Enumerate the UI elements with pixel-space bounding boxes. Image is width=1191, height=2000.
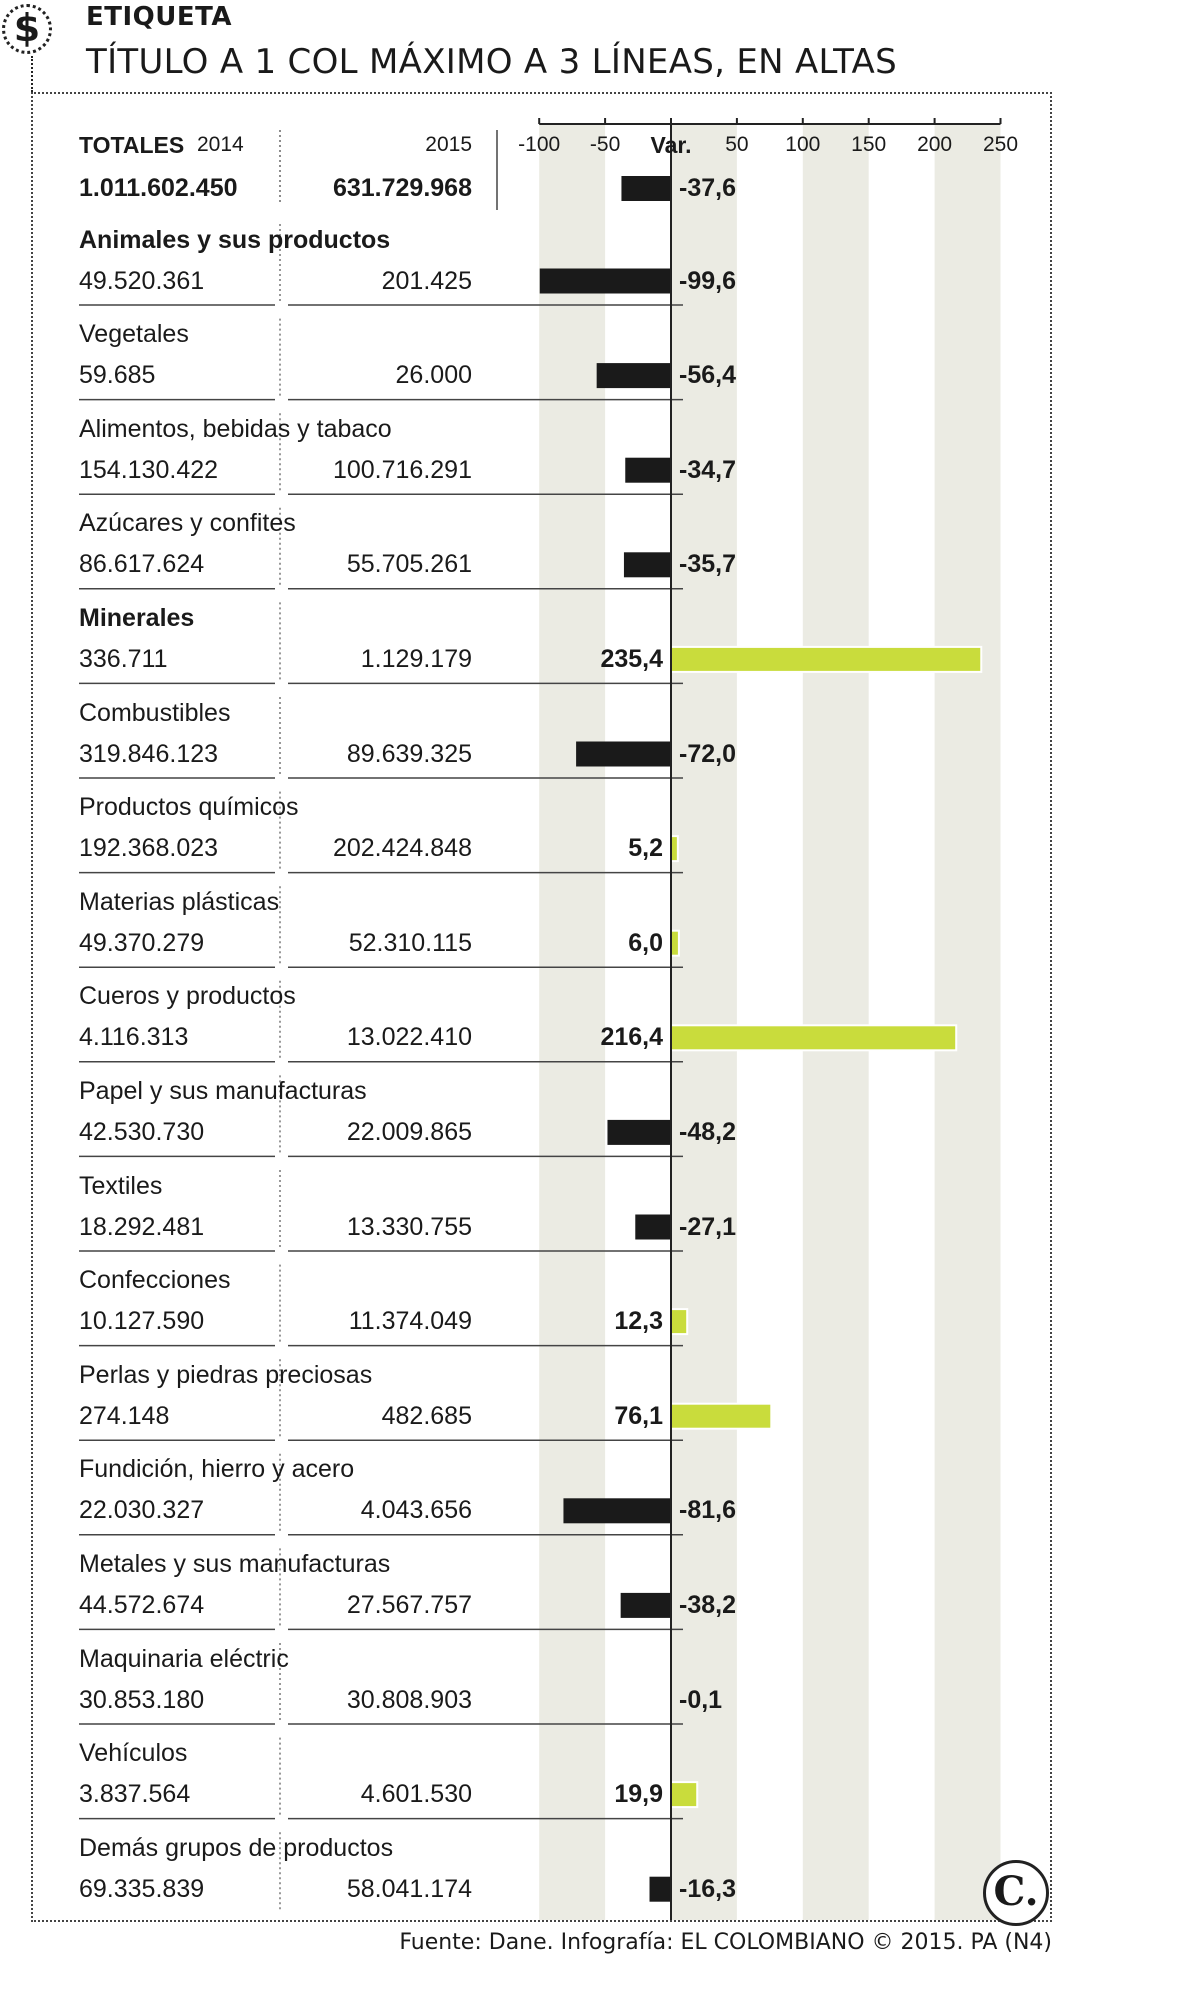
bar-totals	[621, 176, 671, 201]
value-2014: 4.116.313	[79, 1023, 189, 1052]
value-2014: 30.853.180	[79, 1685, 205, 1714]
bar-value-label: -56,4	[679, 361, 736, 390]
value-2014: 154.130.422	[79, 455, 219, 484]
bar-12	[671, 1404, 771, 1429]
value-2015: 26.000	[395, 361, 472, 390]
bar-value-label: -48,2	[679, 1117, 736, 1146]
dollar-sign-icon: $	[2, 4, 52, 54]
gridband-3	[935, 124, 1001, 1920]
bar-10	[635, 1215, 671, 1240]
axis-zero-label: Var.	[650, 131, 692, 158]
bar-value-label: 216,4	[600, 1023, 663, 1052]
value-2014: 319.846.123	[79, 739, 219, 768]
gridband-0	[539, 124, 605, 1920]
bar-value-label: -34,7	[679, 455, 736, 484]
bar-value-label: 6,0	[628, 928, 663, 957]
value-2014: 18.292.481	[79, 1212, 205, 1241]
axis-tick-label: 150	[851, 133, 887, 156]
value-2015: 55.705.261	[346, 550, 472, 579]
axis-tick-label: 50	[725, 133, 749, 156]
value-2015: 13.022.410	[346, 1023, 472, 1052]
value-2015: 482.685	[381, 1401, 472, 1430]
totals-2015-value: 631.729.968	[332, 173, 472, 202]
value-2015: 202.424.848	[332, 834, 472, 863]
gridband-1	[671, 124, 737, 1920]
value-2015: 4.043.656	[360, 1496, 472, 1525]
bar-9	[607, 1120, 671, 1145]
axis-tick-label: 250	[982, 133, 1019, 156]
bar-8	[671, 1025, 956, 1050]
category-label: Vegetales	[79, 320, 189, 349]
bar-value-label: 5,2	[628, 834, 663, 863]
el-colombiano-logo: C.	[983, 1860, 1049, 1926]
value-2014: 49.370.279	[79, 928, 205, 957]
category-label: Alimentos, bebidas y tabaco	[79, 414, 392, 443]
category-label: Minerales	[79, 603, 195, 632]
value-2014: 86.617.624	[79, 550, 205, 579]
value-2014: 69.335.839	[79, 1874, 205, 1903]
value-2015: 11.374.049	[348, 1307, 472, 1336]
category-label: Papel y sus manufacturas	[79, 1076, 367, 1105]
section-label: ETIQUETA	[86, 2, 232, 32]
value-2014: 10.127.590	[79, 1307, 205, 1336]
value-2014: 274.148	[79, 1401, 170, 1430]
bar-0	[540, 269, 671, 294]
totals-label: TOTALES	[79, 131, 185, 158]
value-2014: 59.685	[79, 361, 156, 390]
category-label: Demás grupos de productos	[79, 1833, 394, 1862]
value-2014: 192.368.023	[79, 834, 219, 863]
bar-6	[671, 836, 678, 861]
bar-value-label: -16,3	[679, 1874, 736, 1903]
bar-value-label: -0,1	[679, 1685, 723, 1714]
axis-tick-label: 200	[917, 133, 953, 156]
axis-tick-label: 100	[785, 133, 821, 156]
bar-value-label: 12,3	[614, 1307, 663, 1336]
bar-value-label: -81,6	[679, 1496, 736, 1525]
bar-17	[650, 1877, 671, 1902]
bar-11	[671, 1309, 687, 1334]
category-label: Vehículos	[79, 1739, 188, 1768]
col-2014-header: 2014	[197, 133, 244, 156]
category-label: Combustibles	[79, 698, 231, 727]
col-2015-header: 2015	[425, 133, 472, 156]
bar-value-label: -35,7	[679, 550, 736, 579]
category-label: Productos químicos	[79, 793, 299, 822]
bar-3	[624, 552, 671, 577]
value-2014: 22.030.327	[79, 1496, 205, 1525]
category-label: Metales y sus manufacturas	[79, 1549, 391, 1578]
category-label: Fundición, hierro y acero	[79, 1455, 355, 1484]
totals-2014-value: 1.011.602.450	[79, 173, 238, 202]
chart-title: TÍTULO A 1 COL MÁXIMO A 3 LÍNEAS, EN ALTAS	[86, 42, 897, 82]
bar-value-label: -72,0	[679, 739, 736, 768]
value-2014: 3.837.564	[79, 1780, 191, 1809]
bar-value-label: 235,4	[600, 644, 663, 673]
value-2015: 4.601.530	[360, 1780, 472, 1809]
value-2014: 44.572.674	[79, 1590, 205, 1619]
bar-2	[625, 458, 671, 483]
category-label: Perlas y piedras preciosas	[79, 1360, 373, 1389]
value-2015: 22.009.865	[346, 1117, 472, 1146]
category-label: Maquinaria eléctric	[79, 1644, 289, 1673]
value-2014: 49.520.361	[79, 266, 205, 295]
bar-1	[597, 363, 671, 388]
value-2015: 201.425	[381, 266, 472, 295]
bar-value-label: 76,1	[614, 1401, 663, 1430]
bar-4	[671, 647, 981, 672]
bar-5	[576, 742, 671, 767]
value-2015: 100.716.291	[332, 455, 472, 484]
bar-value-label: -27,1	[679, 1212, 736, 1241]
value-2015: 52.310.115	[348, 928, 472, 957]
value-2014: 42.530.730	[79, 1117, 205, 1146]
axis-tick-label: -100	[518, 133, 561, 156]
value-2015: 30.808.903	[346, 1685, 472, 1714]
value-2015: 89.639.325	[346, 739, 472, 768]
value-2015: 58.041.174	[346, 1874, 472, 1903]
category-label: Materias plásticas	[79, 887, 280, 916]
category-label: Cueros y productos	[79, 982, 296, 1011]
bar-7	[671, 931, 679, 956]
gridband-2	[803, 124, 869, 1920]
bar-value-label: -38,2	[679, 1590, 736, 1619]
value-2015: 13.330.755	[346, 1212, 472, 1241]
value-2015: 27.567.757	[346, 1590, 472, 1619]
axis-tick-label: -50	[589, 133, 621, 156]
bar-13	[563, 1498, 671, 1523]
category-label: Animales y sus productos	[79, 225, 391, 254]
value-2014: 336.711	[79, 644, 168, 673]
category-label: Azúcares y confites	[79, 509, 296, 538]
value-2015: 1.129.179	[360, 644, 472, 673]
bar-value-label-totals: -37,6	[679, 173, 736, 202]
bar-16	[671, 1782, 697, 1807]
category-label: Textiles	[79, 1171, 163, 1200]
category-label: Confecciones	[79, 1266, 231, 1295]
source-credit: Fuente: Dane. Infografía: EL COLOMBIANO © 2015. PA (N4)	[399, 1930, 1052, 1955]
bar-14	[621, 1593, 671, 1618]
bar-value-label: -99,6	[679, 266, 736, 295]
bar-value-label: 19,9	[614, 1780, 663, 1809]
